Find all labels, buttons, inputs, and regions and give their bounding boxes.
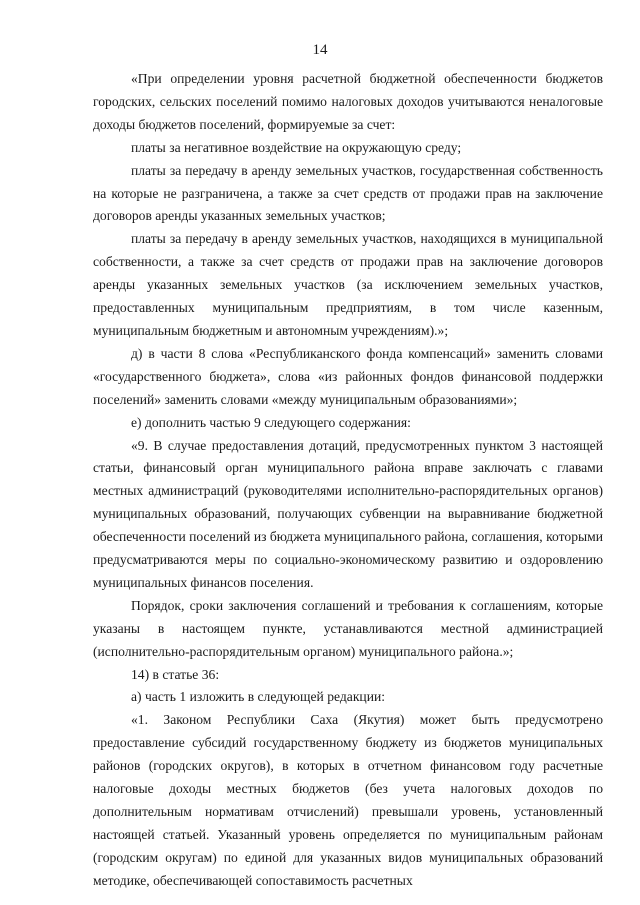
- paragraph-state-land-lease: платы за передачу в аренду земельных участков, государственная собственность на которые не разграничена, а также за счет средств от продажи прав на заключение договоров аренды указанных земельных участков;: [93, 162, 603, 224]
- page-number: 14: [312, 42, 328, 58]
- paragraph-agreements-procedure: Порядок, сроки заключения соглашений и требования к соглашениям, которые указаны в настоящем пункте, устанавливаются местной администрацией (исполнительно-распорядительным органом) муниципального района.»;: [93, 597, 603, 659]
- paragraph-environment-fee: платы за негативное воздействие на окружающую среду;: [131, 139, 462, 155]
- paragraph-municipal-land-lease: платы за передачу в аренду земельных участков, находящихся в муниципальной собственности, а также за счет средств от продажи прав на заключение договоров аренды указанных земельных участков (за исключением земельных участков, предоставленных муниципальным предприятиям, в том числе казенным, муниципальным бюджетным и автономным учреждениям).»;: [93, 231, 603, 338]
- paragraph-part-9-text: «9. В случае предоставления дотаций, предусмотренных пунктом 3 настоящей статьи, финансовый орган муниципального района вправе заключать с главами местных администраций (руководителями исполнительно-распорядительных органов) муниципальных образований, получающих субвенции на выравнивание бюджетной обеспеченности поселений из бюджета муниципального района, соглашения, которыми предусматриваются меры по социально-экономическому развитию и оздоровлению муниципальных финансов поселения.: [93, 437, 603, 590]
- paragraph-article-36: 14) в статье 36:: [131, 666, 220, 682]
- paragraph-budget-sufficiency: «При определении уровня расчетной бюджетной обеспеченности бюджетов городских, сельских поселений помимо налоговых доходов учитываются неналоговые доходы бюджетов поселений, формируемые за счет:: [93, 71, 603, 132]
- paragraph-part-8-amendment: д) в части 8 слова «Республиканского фонда компенсаций» заменить словами «государственного бюджета», слова «из районных фондов финансовой поддержки поселений» заменить словами «между муниципальным образованиями»;: [93, 345, 603, 407]
- paragraph-part-1-text: «1. Законом Республики Саха (Якутия) может быть предусмотрено предоставление субсидий государственному бюджету из бюджетов муниципальных районов (городских округов), в которых в отчетном финансовом году расчетные налоговые доходы местных бюджетов (без учета налоговых доходов по дополнительным нормативам отчислений) превышали уровень, установленный настоящей статьей. Указанный уровень определяется по муниципальным районам (городским округам) по единой для указанных видов муниципальных образований методике, обеспечивающей сопоставимость расчетных: [93, 712, 603, 888]
- paragraph-part-9-intro: е) дополнить частью 9 следующего содержания:: [131, 414, 411, 430]
- paragraph-part-1-intro: а) часть 1 изложить в следующей редакции:: [131, 689, 386, 705]
- document-body: [93, 68, 603, 893]
